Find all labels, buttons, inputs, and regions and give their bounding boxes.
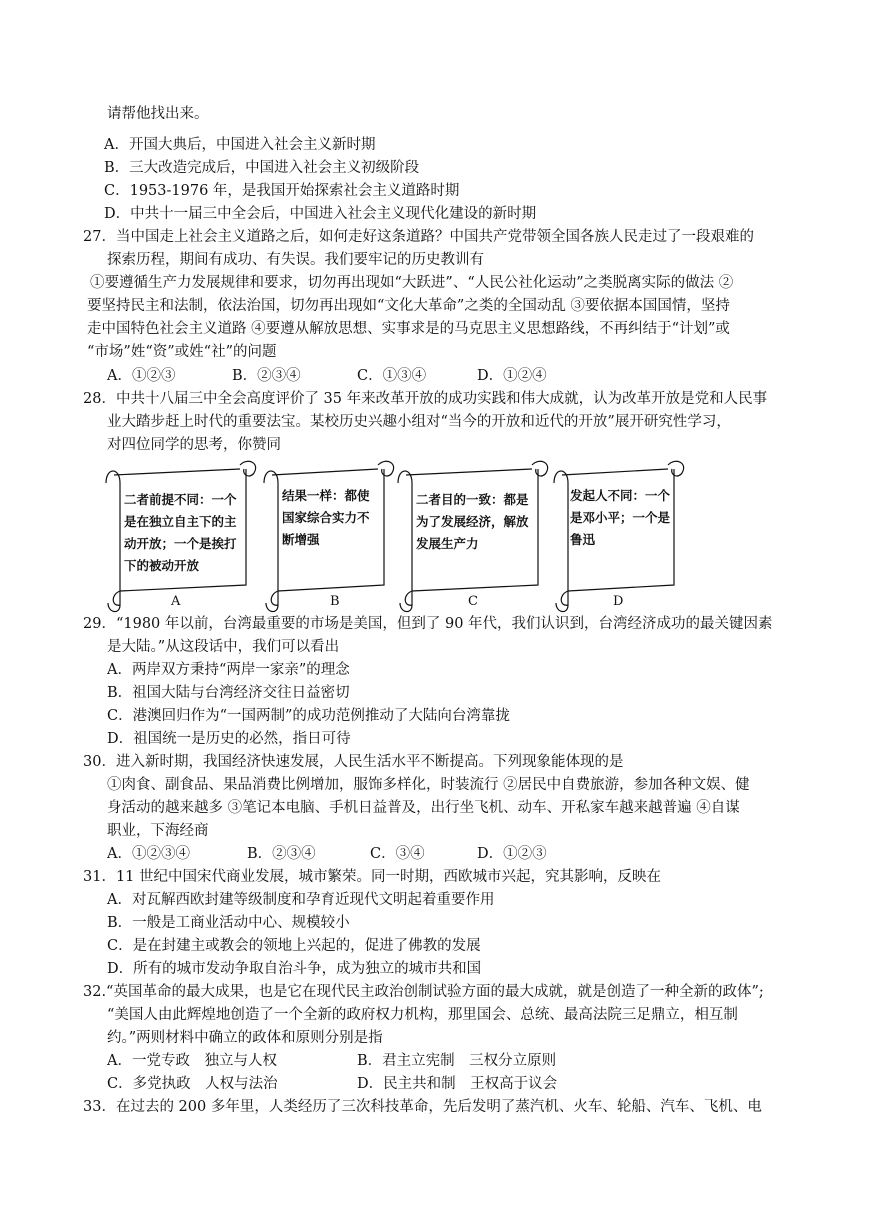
q30-option-d: D．①②③	[477, 846, 547, 862]
q29-option-a: A．两岸双方秉持“两岸一家亲”的理念	[107, 662, 350, 678]
q31-option-a: A．对瓦解西欧封建等级制度和孕育近现代文明起着重要作用	[107, 892, 495, 908]
scroll-c-text: 二者目的一致：都是为了发展经济，解放发展生产力	[416, 492, 529, 551]
q32-stem-2: “美国人由此辉煌地创造了一个全新的政府权力机构，那里国会、总统、最高法院三足鼎立，相互制	[107, 1007, 738, 1023]
q27-stem-1: 27．当中国走上社会主义道路之后，如何走好这条道路？中国共产党带领全国各族人民走过了一段艰难的	[83, 229, 754, 245]
q27-option-a: A．①②③	[107, 368, 176, 384]
q30-item-2: 身活动的越来越多 ③笔记本电脑、手机日益普及，出行坐飞机、动车、开私家车越来越普遍 ④自谋	[107, 800, 740, 816]
q28-stem-1: 28．中共十八届三中全会高度评价了 35 年来改革开放的成功实践和伟大成就，认为改革开放是党和人民事	[83, 391, 768, 407]
q26-option-c: C．1953-1976 年，是我国开始探索社会主义道路时期	[104, 183, 460, 199]
q28-stem-3: 对四位同学的思考，你赞同	[107, 437, 281, 453]
scroll-b-text: 结果一样：都使国家综合实力不断增强	[282, 488, 370, 547]
q30-option-a: A．①②③④	[107, 846, 190, 862]
q26-option-b: B．三大改造完成后，中国进入社会主义初级阶段	[104, 160, 420, 176]
q31-option-b: B．一般是工商业活动中心、规模较小	[107, 915, 350, 931]
scroll-a-text: 二者前提不同：一个是在独立自主下的主动开放；一个是挨打下的被动开放	[124, 492, 237, 573]
q29-option-c: C．港澳回归作为“一国两制”的成功范例推动了大陆向台湾靠拢	[107, 708, 510, 724]
scroll-d-label: D	[613, 594, 624, 609]
q27-option-b: B．②③④	[232, 368, 301, 384]
q31-stem: 31．11 世纪中国宋代商业发展，城市繁荣。同一时期，西欧城市兴起，究其影响，反映在	[83, 869, 662, 885]
q30-item-3: 职业，下海经商	[107, 823, 209, 839]
q27-item-1: ①要遵循生产力发展规律和要求，切勿再出现如“大跃进”、“人民公社化运动”之类脱离实际的做法 ②	[90, 275, 734, 291]
q26-option-a: A．开国大典后，中国进入社会主义新时期	[104, 137, 376, 153]
q26-option-d: D．中共十一届三中全会后，中国进入社会主义现代化建设的新时期	[104, 206, 537, 222]
scroll-a	[100, 455, 260, 610]
q32-option-a: A．一党专政 独立与人权	[107, 1053, 277, 1069]
q27-item-4: “市场”姓“资”或姓“社”的问题	[87, 344, 277, 360]
q32-option-d: D．民主共和制 王权高于议会	[357, 1076, 558, 1092]
q30-item-1: ①肉食、副食品、果品消费比例增加，服饰多样化，时装流行 ②居民中自费旅游，参加各种文娱、健	[107, 777, 750, 793]
q32-stem-1: 32.“英国革命的最大成果，也是它在现代民主政治创制试验方面的最大成就，就是创造了一种全新的政体”;	[83, 984, 764, 1000]
q29-stem-1: 29．“1980 年以前，台湾最重要的市场是美国，但到了 90 年代，我们认识到，台湾经济成功的最关键因素	[83, 616, 773, 632]
scroll-b	[258, 455, 398, 610]
scroll-a-label: A	[171, 594, 181, 609]
q30-stem: 30．进入新时期，我国经济快速发展，人民生活水平不断提高。下列现象能体现的是	[83, 754, 624, 770]
q27-item-3: 走中国特色社会主义道路 ④要遵从解放思想、实事求是的马克思主义思想路线，不再纠结于“计划”或	[87, 321, 730, 337]
q32-option-b: B．君主立宪制 三权分立原则	[357, 1053, 557, 1069]
scroll-c	[392, 455, 552, 610]
q30-option-c: C．③④	[370, 846, 425, 862]
scroll-b-label: B	[330, 594, 340, 609]
q26-intro: 请帮他找出来。	[107, 106, 209, 122]
q31-option-c: C．是在封建主或教会的领地上兴起的，促进了佛教的发展	[107, 938, 481, 954]
q27-item-2: 要坚持民主和法制，依法治国，切勿再出现如“文化大革命”之类的全国动乱 ③要依据本国国情，坚持	[87, 298, 730, 314]
q32-stem-3: 约。”两则材料中确立的政体和原则分别是指	[107, 1030, 383, 1046]
q32-option-c: C．多党执政 人权与法治	[107, 1076, 278, 1092]
q33-stem: 33．在过去的 200 多年里，人类经历了三次科技革命，先后发明了蒸汽机、火车、轮船、汽车、飞机、电	[83, 1099, 762, 1115]
scroll-c-label: C	[468, 594, 478, 609]
q27-option-d: D．①②④	[477, 368, 547, 384]
q29-option-b: B．祖国大陆与台湾经济交往日益密切	[107, 685, 350, 701]
q27-option-c: C．①③④	[357, 368, 427, 384]
q31-option-d: D．所有的城市发动争取自治斗争，成为独立的城市共和国	[107, 961, 482, 977]
q27-stem-2: 探索历程，期间有成功、有失误。我们要牢记的历史教训有	[107, 252, 484, 268]
q28-stem-2: 业大踏步赶上时代的重要法宝。某校历史兴趣小组对“当今的开放和近代的开放”展开研究性学习，	[107, 414, 731, 430]
scroll-d	[548, 455, 688, 610]
q29-stem-2: 是大陆。”从这段话中，我们可以看出	[107, 639, 340, 655]
q29-option-d: D．祖国统一是历史的必然，指日可待	[107, 731, 351, 747]
scroll-d-text: 发起人不同：一个是邓小平；一个是鲁迅	[570, 488, 671, 547]
q30-option-b: B．②③④	[247, 846, 316, 862]
